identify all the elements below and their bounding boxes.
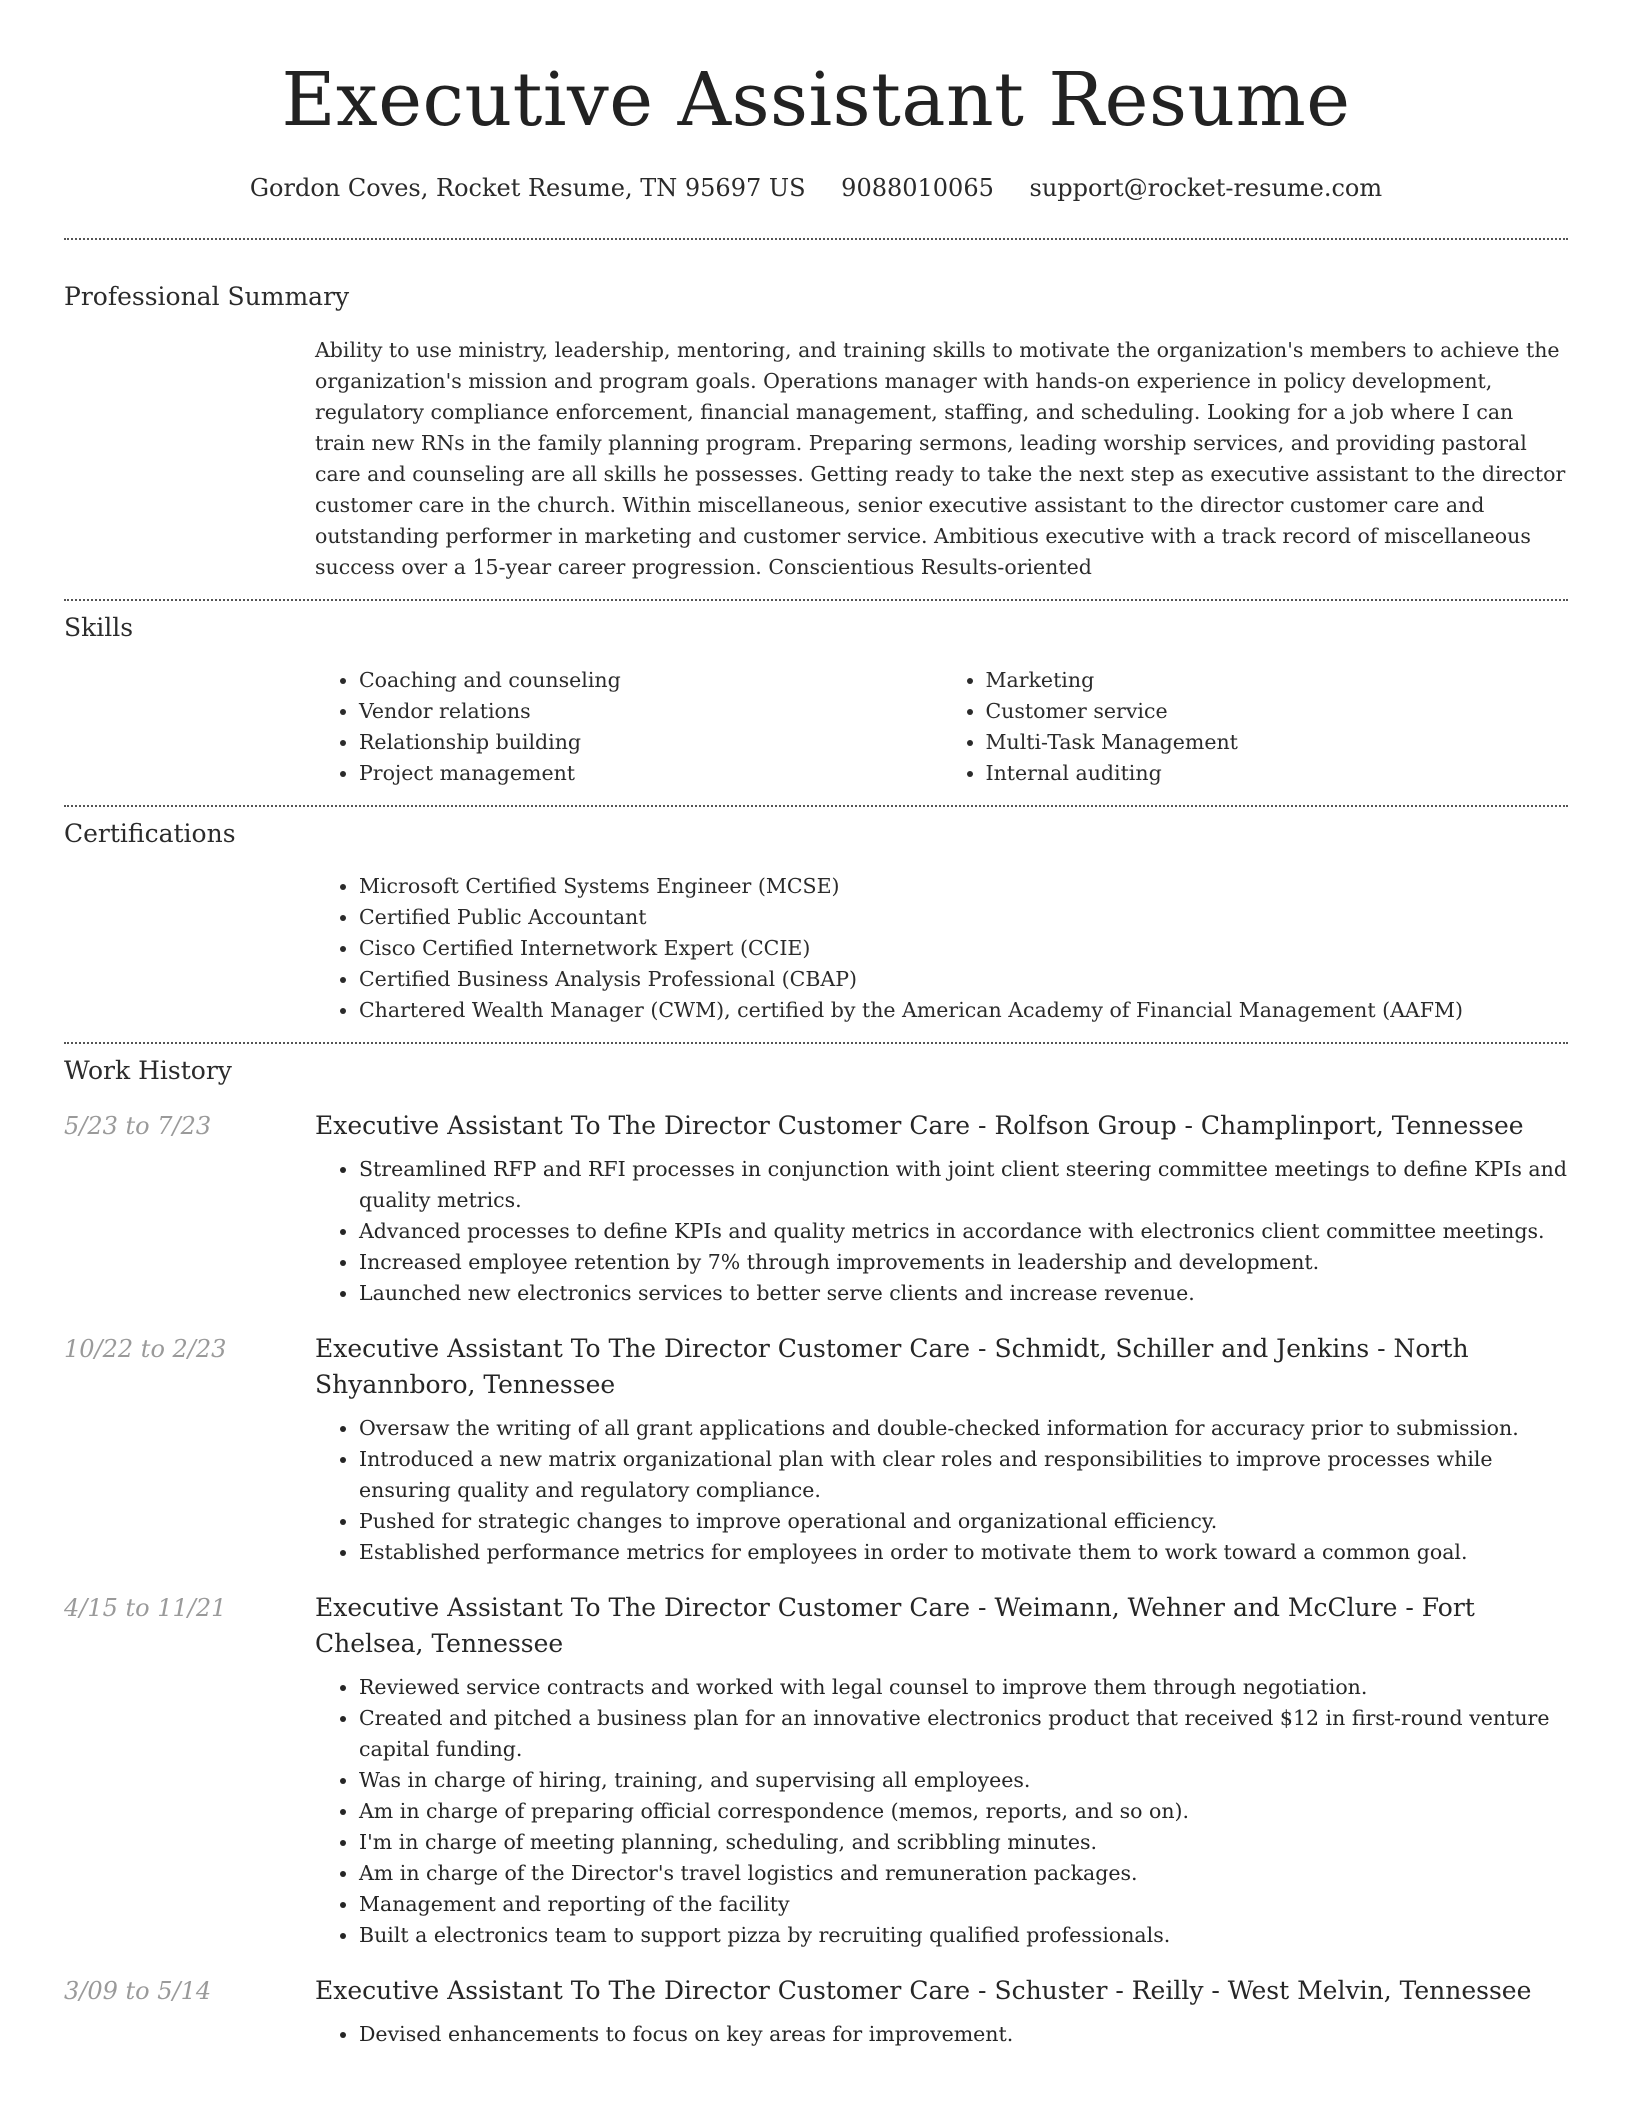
job-bullet: • Was in charge of hiring, training, and supervising all employees. — [359, 1765, 1568, 1796]
job-bullets — [315, 1413, 1568, 1568]
job-bullet: • Pushed for strategic changes to improve operational and organizational efficiency. — [359, 1506, 1568, 1537]
job-details — [315, 1331, 1568, 1568]
skill-item: • Vendor relations — [359, 696, 942, 727]
resume-page — [64, 0, 1568, 2072]
job-entry — [64, 1331, 1568, 1568]
skill-item: • Project management — [359, 758, 942, 789]
job-entry — [64, 1973, 1568, 2050]
certifications-list — [315, 871, 1568, 1026]
certification-item: • Microsoft Certified Systems Engineer (MCSE) — [359, 871, 1568, 902]
job-bullet: • Devised enhancements to focus on key areas for improvement. — [359, 2019, 1568, 2050]
job-bullets — [315, 1672, 1568, 1951]
job-entry — [64, 1108, 1568, 1309]
job-bullet: • Launched new electronics services to better serve clients and increase revenue. — [359, 1278, 1568, 1309]
job-bullet: • Am in charge of preparing official correspondence (memos, reports, and so on). — [359, 1796, 1568, 1827]
skill-item: • Coaching and counseling — [359, 665, 942, 696]
divider — [64, 238, 1568, 240]
certification-item: • Chartered Wealth Manager (CWM), certified by the American Academy of Financial Management (AAFM) — [359, 995, 1568, 1026]
resume-title: Executive Assistant Resume — [281, 57, 1351, 143]
skill-item: • Internal auditing — [986, 758, 1569, 789]
job-details — [315, 1108, 1568, 1309]
work-history-list — [64, 1108, 1568, 2050]
job-bullet: • Increased employee retention by 7% through improvements in leadership and development. — [359, 1247, 1568, 1278]
certifications-items — [315, 871, 1568, 1026]
job-bullet: • Introduced a new matrix organizational plan with clear roles and responsibilities to improve processes while ensuring quality and regulatory compliance. — [359, 1444, 1568, 1506]
job-bullets — [315, 2019, 1568, 2050]
contact-line — [64, 172, 1568, 204]
skill-item: • Customer service — [986, 696, 1569, 727]
job-bullet: • Streamlined RFP and RFI processes in conjunction with joint client steering committee meetings to define KPIs and quality metrics. — [359, 1154, 1568, 1216]
skills-column-right — [942, 665, 1569, 789]
job-bullet: • Am in charge of the Director's travel logistics and remuneration packages. — [359, 1858, 1568, 1889]
job-bullets — [315, 1154, 1568, 1309]
job-details — [315, 1973, 1568, 2050]
summary-heading: Professional Summary — [64, 282, 350, 311]
job-dates: 5/23 to 7/23 — [64, 1112, 212, 1140]
skills-list — [315, 665, 1568, 789]
certification-item: • Certified Public Accountant — [359, 902, 1568, 933]
job-bullet: • Oversaw the writing of all grant applications and double-checked information for accuracy prior to submission. — [359, 1413, 1568, 1444]
skill-item: • Relationship building — [359, 727, 942, 758]
job-bullet: • Advanced processes to define KPIs and quality metrics in accordance with electronics client committee meetings. — [359, 1216, 1568, 1247]
contact-address: Gordon Coves, Rocket Resume, TN 95697 US — [249, 174, 806, 202]
divider — [64, 599, 1568, 601]
job-title: Executive Assistant To The Director Customer Care - Rolfson Group - Champlinport, Tennessee — [315, 1111, 1524, 1140]
skills-column-left — [315, 665, 942, 789]
certification-item: • Certified Business Analysis Professional (CBAP) — [359, 964, 1568, 995]
contact-email: support@rocket-resume.com — [1029, 174, 1383, 202]
skill-item: • Multi-Task Management — [986, 727, 1569, 758]
divider — [64, 805, 1568, 807]
skills-heading: Skills — [64, 613, 134, 642]
certification-item: • Cisco Certified Internetwork Expert (CCIE) — [359, 933, 1568, 964]
summary-text: Ability to use ministry, leadership, mentoring, and training skills to motivate the organization's members to achieve the organization's mission and program goals. Operations manager with hands-on experience in policy development, regulatory compliance enforcement, financial management, staffing, and scheduling. Looking for a job where I can train new RNs in the family planning program. Preparing sermons, leading worship services, and providing pastoral care and counseling are all skills he possesses. Getting ready to take the next step as executive assistant to the director customer care in the church. Within miscellaneous, senior executive assistant to the director customer care and outstanding performer in marketing and customer service. Ambitious executive with a track record of miscellaneous success over a 15-year career progression. Conscientious Results-oriented — [315, 338, 1566, 579]
job-title: Executive Assistant To The Director Customer Care - Schmidt, Schiller and Jenkins - North Shyannboro, Tennessee — [315, 1334, 1469, 1399]
skill-item: • Marketing — [986, 665, 1569, 696]
certifications-heading: Certifications — [64, 819, 236, 848]
divider — [64, 1042, 1568, 1044]
job-bullet: • Established performance metrics for employees in order to motivate them to work toward a common goal. — [359, 1537, 1568, 1568]
job-details — [315, 1590, 1568, 1951]
job-bullet: • Management and reporting of the facility — [359, 1889, 1568, 1920]
job-bullet: • I'm in charge of meeting planning, scheduling, and scribbling minutes. — [359, 1827, 1568, 1858]
job-entry — [64, 1590, 1568, 1951]
job-title: Executive Assistant To The Director Customer Care - Weimann, Wehner and McClure - Fort Chelsea, Tennessee — [315, 1593, 1475, 1658]
job-title: Executive Assistant To The Director Customer Care - Schuster - Reilly - West Melvin, Tennessee — [315, 1976, 1532, 2005]
contact-phone: 9088010065 — [841, 174, 994, 202]
work-history-heading: Work History — [64, 1056, 232, 1085]
job-dates: 4/15 to 11/21 — [64, 1594, 227, 1622]
job-dates: 3/09 to 5/14 — [64, 1977, 212, 2005]
job-dates: 10/22 to 2/23 — [64, 1335, 227, 1363]
job-bullet: • Reviewed service contracts and worked with legal counsel to improve them through negotiation. — [359, 1672, 1568, 1703]
job-bullet: • Created and pitched a business plan for an innovative electronics product that received $12 in first-round venture capital funding. — [359, 1703, 1568, 1765]
job-bullet: • Built a electronics team to support pizza by recruiting qualified professionals. — [359, 1920, 1568, 1951]
